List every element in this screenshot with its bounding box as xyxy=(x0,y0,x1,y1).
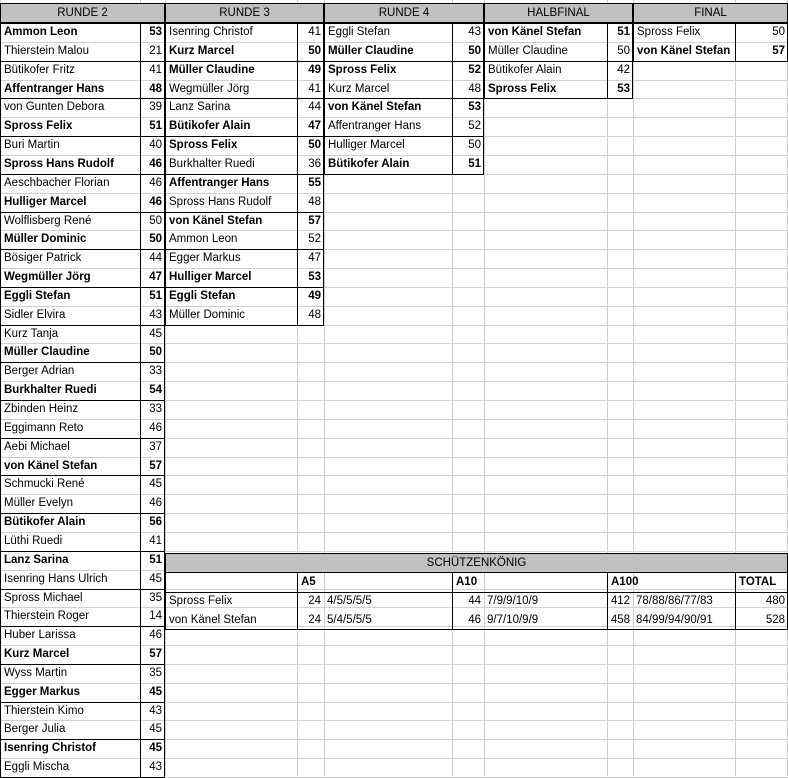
sk-row-a5-detail: 4/5/5/5/5 xyxy=(327,595,372,607)
r2-participant-name: Bütikofer Alain xyxy=(4,516,86,528)
r2-participant-name: Wolflisberg René xyxy=(4,215,92,227)
sk-row-a100-detail: 78/88/86/77/83 xyxy=(636,595,713,607)
r2-participant-score: 45 xyxy=(149,328,162,340)
hf-participant-score: 53 xyxy=(617,83,630,95)
r2-participant-name: Affentranger Hans xyxy=(4,83,105,95)
r2-participant-name: Spross Michael xyxy=(4,592,83,604)
r2-participant-score: 33 xyxy=(149,365,162,377)
r2-participant-score: 53 xyxy=(149,26,162,38)
r2-participant-score: 40 xyxy=(149,139,162,151)
r2-participant-score: 57 xyxy=(149,648,162,660)
r2-participant-score: 35 xyxy=(149,592,162,604)
r4-participant-name: Müller Claudine xyxy=(328,45,414,57)
header-halbfinal: HALBFINAL xyxy=(484,3,633,23)
sk-row-name: von Känel Stefan xyxy=(169,614,257,626)
r2-participant-name: Buri Martin xyxy=(4,139,60,151)
hf-participant-name: Spross Felix xyxy=(488,83,557,95)
r2-participant-score: 35 xyxy=(149,667,162,679)
hf-participant-score: 50 xyxy=(617,45,630,57)
r3-participant-score: 41 xyxy=(308,26,321,38)
r4-participant-name: Hulliger Marcel xyxy=(328,139,405,151)
r3-participant-name: Wegmüller Jörg xyxy=(169,83,250,95)
sk-row-a10-detail: 9/7/10/9/9 xyxy=(487,614,539,626)
sk-row-total: 528 xyxy=(765,614,785,626)
sk-row-a10: 44 xyxy=(468,595,481,607)
r2-participant-score: 46 xyxy=(149,422,162,434)
r3-participant-name: Isenring Christof xyxy=(169,26,253,38)
sk-row-a10-detail: 7/9/9/10/9 xyxy=(487,595,539,607)
r3-participant-name: von Känel Stefan xyxy=(169,215,263,227)
r2-participant-score: 45 xyxy=(149,742,162,754)
fi-participant-name: von Känel Stefan xyxy=(637,45,731,57)
r3-participant-score: 50 xyxy=(308,139,321,151)
r3-participant-name: Lanz Sarina xyxy=(169,101,231,113)
r4-participant-name: Kurz Marcel xyxy=(328,83,390,95)
r2-participant-score: 57 xyxy=(149,460,162,472)
sk-row-total: 480 xyxy=(765,595,785,607)
r3-participant-name: Müller Dominic xyxy=(169,309,246,321)
r2-participant-name: Müller Evelyn xyxy=(4,497,74,509)
r2-participant-name: Hulliger Marcel xyxy=(4,196,87,208)
r4-participant-score: 52 xyxy=(468,64,481,76)
sk-row-name: Spross Felix xyxy=(169,595,233,607)
gridline-col xyxy=(484,0,485,776)
r3-participant-score: 49 xyxy=(308,64,321,76)
r2-participant-name: Wegmüller Jörg xyxy=(4,271,91,283)
r4-participant-score: 43 xyxy=(468,26,481,38)
r2-participant-score: 48 xyxy=(149,83,162,95)
r2-participant-name: von Känel Stefan xyxy=(4,460,98,472)
sk-row-a100: 458 xyxy=(610,614,630,626)
gridline-col xyxy=(633,0,634,776)
r2-participant-name: Thierstein Roger xyxy=(4,610,90,622)
hf-participant-name: Müller Claudine xyxy=(488,45,568,57)
r2-participant-name: Lüthi Ruedi xyxy=(4,535,63,547)
header-runde3: RUNDE 3 xyxy=(165,3,324,23)
r3-participant-score: 55 xyxy=(308,177,321,189)
r2-participant-name: Spross Hans Rudolf xyxy=(4,158,114,170)
r2-participant-score: 43 xyxy=(149,761,162,773)
fi-participant-name: Spross Felix xyxy=(637,26,701,38)
sk-row-a5: 24 xyxy=(308,614,321,626)
r2-participant-name: Isenring Christof xyxy=(4,742,97,754)
r2-participant-name: Burkhalter Ruedi xyxy=(4,384,97,396)
col-header-a10: A10 xyxy=(456,576,478,588)
header-runde2: RUNDE 2 xyxy=(0,3,165,23)
sk-row-a5-detail: 5/4/5/5/5 xyxy=(327,614,372,626)
hf-participant-name: von Känel Stefan xyxy=(488,26,582,38)
sk-row-a10: 46 xyxy=(468,614,481,626)
fi-participant-score: 57 xyxy=(772,45,785,57)
r4-participant-score: 53 xyxy=(468,101,481,113)
r3-participant-score: 49 xyxy=(308,290,321,302)
r2-participant-name: Eggli Mischa xyxy=(4,761,70,773)
r3-participant-score: 53 xyxy=(308,271,321,283)
r4-participant-score: 50 xyxy=(468,45,481,57)
r3-participant-name: Egger Markus xyxy=(169,252,241,264)
r2-participant-name: Lanz Sarina xyxy=(4,554,69,566)
header-runde4: RUNDE 4 xyxy=(324,3,484,23)
r2-participant-name: von Gunten Debora xyxy=(4,101,105,113)
r3-participant-score: 52 xyxy=(308,233,321,245)
r2-participant-score: 45 xyxy=(149,573,162,585)
r3-participant-score: 57 xyxy=(308,215,321,227)
gridline-col xyxy=(735,0,736,776)
col-header-a100: A100 xyxy=(611,576,639,588)
r2-participant-score: 51 xyxy=(149,554,162,566)
col-header-total: TOTAL xyxy=(739,576,777,588)
r3-participant-score: 48 xyxy=(308,309,321,321)
r2-participant-name: Aeschbacher Florian xyxy=(4,177,110,189)
r2-participant-score: 46 xyxy=(149,177,162,189)
r3-participant-name: Affentranger Hans xyxy=(169,177,270,189)
r2-participant-name: Isenring Hans Ulrich xyxy=(4,573,108,585)
fi-participant-score: 50 xyxy=(772,26,785,38)
hf-participant-score: 42 xyxy=(617,64,630,76)
r2-participant-score: 46 xyxy=(149,158,162,170)
r4-participant-name: von Känel Stefan xyxy=(328,101,422,113)
r4-participant-score: 48 xyxy=(468,83,481,95)
r2-participant-score: 43 xyxy=(149,309,162,321)
r3-participant-score: 48 xyxy=(308,196,321,208)
r2-participant-name: Bösiger Patrick xyxy=(4,252,82,264)
r2-participant-score: 43 xyxy=(149,705,162,717)
r3-participant-name: Burkhalter Ruedi xyxy=(169,158,255,170)
r3-participant-score: 47 xyxy=(308,120,321,132)
r3-participant-score: 36 xyxy=(308,158,321,170)
schuetzenkoenig-title: SCHÜTZENKÖNIG xyxy=(165,553,788,573)
r2-participant-name: Sidler Elvira xyxy=(4,309,66,321)
r2-participant-score: 45 xyxy=(149,686,162,698)
r2-participant-score: 45 xyxy=(149,478,162,490)
col-header-a5: A5 xyxy=(301,576,316,588)
r2-participant-score: 51 xyxy=(149,120,162,132)
r2-participant-score: 41 xyxy=(149,64,162,76)
r2-participant-name: Huber Larissa xyxy=(4,629,76,641)
r3-participant-name: Spross Felix xyxy=(169,139,238,151)
r2-participant-name: Bütikofer Fritz xyxy=(4,64,75,76)
r2-participant-name: Eggli Stefan xyxy=(4,290,71,302)
r2-participant-name: Berger Julia xyxy=(4,723,66,735)
r2-participant-name: Berger Adrian xyxy=(4,365,75,377)
r2-participant-score: 50 xyxy=(149,215,162,227)
hf-participant-name: Bütikofer Alain xyxy=(488,64,562,76)
sk-row-a5: 24 xyxy=(308,595,321,607)
r2-participant-score: 50 xyxy=(149,346,162,358)
r3-participant-score: 41 xyxy=(308,83,321,95)
r2-participant-score: 46 xyxy=(149,629,162,641)
r2-participant-score: 44 xyxy=(149,252,162,264)
r2-participant-name: Spross Felix xyxy=(4,120,73,132)
r2-participant-score: 51 xyxy=(149,290,162,302)
r2-participant-score: 45 xyxy=(149,723,162,735)
r3-participant-name: Bütikofer Alain xyxy=(169,120,251,132)
r2-participant-name: Müller Dominic xyxy=(4,233,87,245)
r3-participant-score: 44 xyxy=(308,101,321,113)
r2-participant-name: Müller Claudine xyxy=(4,346,90,358)
r3-participant-name: Kurz Marcel xyxy=(169,45,235,57)
sk-row-a100: 412 xyxy=(610,595,630,607)
r2-participant-score: 46 xyxy=(149,196,162,208)
r2-participant-score: 21 xyxy=(149,45,162,57)
r4-participant-score: 52 xyxy=(468,120,481,132)
r3-participant-score: 50 xyxy=(308,45,321,57)
r2-participant-name: Aebi Michael xyxy=(4,441,70,453)
r2-participant-score: 33 xyxy=(149,403,162,415)
r4-participant-name: Spross Felix xyxy=(328,64,397,76)
r2-participant-name: Ammon Leon xyxy=(4,26,78,38)
r2-participant-name: Wyss Martin xyxy=(4,667,68,679)
r2-participant-score: 56 xyxy=(149,516,162,528)
r2-participant-name: Zbinden Heinz xyxy=(4,403,79,415)
r3-participant-name: Ammon Leon xyxy=(169,233,238,245)
r4-participant-score: 51 xyxy=(468,158,481,170)
gridline-col xyxy=(607,0,608,776)
r2-participant-score: 47 xyxy=(149,271,162,283)
r4-participant-name: Affentranger Hans xyxy=(328,120,422,132)
r2-participant-name: Egger Markus xyxy=(4,686,81,698)
r2-participant-score: 37 xyxy=(149,441,162,453)
r2-participant-score: 46 xyxy=(149,497,162,509)
r2-participant-score: 41 xyxy=(149,535,162,547)
r3-participant-name: Spross Hans Rudolf xyxy=(169,196,272,208)
hf-participant-score: 51 xyxy=(617,26,630,38)
r2-participant-score: 39 xyxy=(149,101,162,113)
r2-participant-name: Thierstein Malou xyxy=(4,45,90,57)
r2-participant-name: Thierstein Kimo xyxy=(4,705,84,717)
r2-participant-name: Schmucki René xyxy=(4,478,85,490)
r3-participant-name: Eggli Stefan xyxy=(169,290,236,302)
r2-participant-name: Eggimann Reto xyxy=(4,422,84,434)
r4-participant-score: 50 xyxy=(468,139,481,151)
header-final: FINAL xyxy=(633,3,788,23)
r2-participant-score: 54 xyxy=(149,384,162,396)
r2-participant-score: 50 xyxy=(149,233,162,245)
r2-participant-name: Kurz Tanja xyxy=(4,328,59,340)
r3-participant-name: Hulliger Marcel xyxy=(169,271,252,283)
r2-participant-score: 14 xyxy=(149,610,162,622)
r2-participant-name: Kurz Marcel xyxy=(4,648,70,660)
r3-participant-score: 47 xyxy=(308,252,321,264)
sk-row-a100-detail: 84/99/94/90/91 xyxy=(636,614,713,626)
r4-participant-name: Eggli Stefan xyxy=(328,26,391,38)
r3-participant-name: Müller Claudine xyxy=(169,64,255,76)
r4-participant-name: Bütikofer Alain xyxy=(328,158,410,170)
